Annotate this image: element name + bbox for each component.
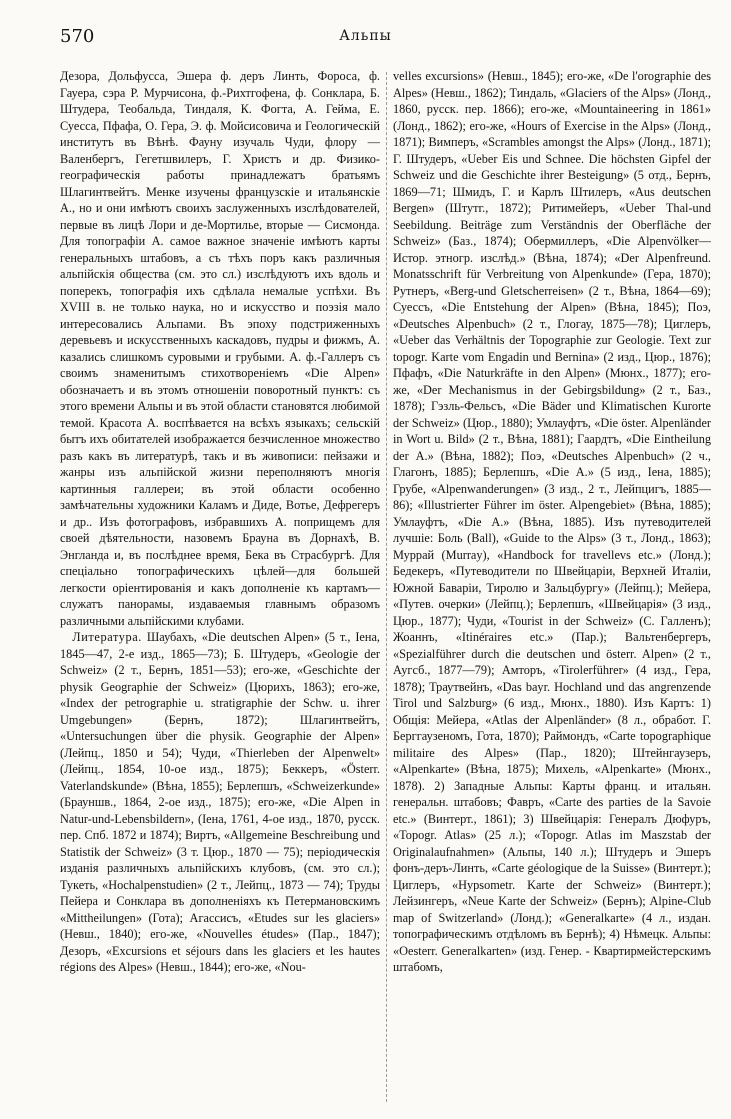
column-divider	[386, 72, 387, 1102]
literature-heading: Литература.	[72, 630, 142, 644]
page-number: 570	[60, 26, 95, 47]
running-head: Альпы	[339, 28, 392, 44]
right-column	[393, 68, 711, 1104]
body-paragraph: Дезора, Дольфусса, Эшера ф. деръ Линть, Фороса, ф. Гауера, сэра Р. Мурчисона, ф.-Рихтгофена, ф. Сонклара, Б. Штудера, Теобальда, Тиндаля, К. Фогта, А. Гейма, Е. Суесса, Пфафа, О. Гера, Э. ф. Мойсисовича и Геологическій институтъ въ Вѣнѣ. Фауну изучаль Чуди, флору — Валенбергъ, Гегетшвилеръ, Г. Христъ и др. Физико-географическія работы принадлежатъ братьямъ Шлагинтвейтъ. Менке изучены французскіе и итальянскіе А., но и они имѣютъ своихъ заслуженныхъ изслѣдователей, первые въ лицѣ Лори и де-Мортилье, вторые — Сисмонда. Для топографіи А. самое важное значеніе имѣютъ карты генеральныхъ штабовъ, а съ тѣхъ поръ какъ различныя альпійскія общества (см. это сл.) изслѣдуютъ ихъ вдоль и поперекъ, топографія ихъ сдѣлала немалые успѣхи. Въ XVIII в. не только наука, но и искусство и поэзія мало интересовались Альпами. Въ эпоху подстриженныхъ деревьевъ и искусственныхъ каскадовъ, пудры и фижмъ, А. казались слишкомъ суровыми и грубыми. А. ф.-Галлеръ съ своимъ знаменитымъ стихотвореніемъ «Die Alpen» обозначаетъ и въ этомъ отношеніи поворотный пунктъ: съ этого времени Альпы и въ этой области становятся любимой темой. Красота А. воспѣвается на всѣхъ языкахъ; сельскій бытъ ихъ обитателей изображается безчисленное множество разъ какъ въ литературѣ, такъ и въ живописи: пейзажи и жанры изъ альпійской жизни переполняютъ многія картинныя галлереи; въ этой области особенно замѣчательны художники Каламъ и Диде, Вотье, Дефрегеръ и др.. Изъ фотографовъ, избравшихъ А. поприщемъ для своей дѣятельности, назовемъ Брауна въ Дорнахѣ, В. Энгланда и, въ послѣднее время, Бека въ Страсбургѣ. Для спеціально топографическихъ цѣлей—для большей легкости оріентированія и какъ дополненіе къ картамъ—служатъ панорамы, издаваемыя главнымъ образомъ различными альпійскими клубами.	[60, 69, 380, 628]
literature-text: Шаубахъ, «Die deutschen Alpen» (5 т., Іена, 1845—47, 2-е изд., 1865—73); Б. Штудеръ, «Geologie der Schweiz» (2 т., Бернъ, 1851—53); его-же, «Geschichte der physik Geographie der Schweiz» (Цюрихъ, 1863); его-же, «Index der petrographie u. stratigraphie der Schw. u. ihrer Umgebungen» (Бернъ, 1872); Шлагинтвейтъ, «Untersuchungen über die physik. Geographie der Alpen» (Лейпц., 1850 и 54); Чуди, «Thierleben der Alpenwelt» (Лейпц., 1854, 10-ое изд., 1875); Беккеръ, «Österr. Vaterlandskunde» (Вѣна, 1855); Берлепшъ, «Schweizerkunde» (Брауншв., 1864, 2-ое изд., 1875); его-же, «Die Alpen in Natur-und-Lebensbildern», (Іена, 1761, 4-ое изд., 1870, русск. пер. Спб. 1872 и 1874); Виртъ, «Allgemeine Beschreibung und Statistik der Schweiz» (3 т. Цюр., 1870 — 75); періодическія изданія различныхъ альпійскихъ клубовъ, (см. это сл.); Тукеть, «Hochalpenstudien» (2 т., Лейпц., 1873 — 74); Труды Пейера и Сонклара въ дополненіяхъ къ Петермановскимъ «Mittheilungen» (Гота); Агассисъ, «Etudes sur les glaciers» (Невш., 1840); его-же, «Nouvelles études» (Пар., 1847); Дезоръ, «Excursions et séjours dans les glaciers et les hautes régions des Alpes» (Невш., 1844); его-же, «Nou-	[60, 630, 380, 974]
literature-paragraph	[60, 629, 380, 976]
page-header	[60, 26, 671, 56]
bibliography-paragraph: velles excursions» (Невш., 1845); его-же, «De l'orographie des Alpes» (Невш., 1862); Тиндаль, «Glaciers of the Alps» (Лонд., 1860, русск. пер. 1866); его-же, «Mountaineering in 1861» (Лонд., 1862); его-же, «Hours of Exercise in the Alps» (Лонд., 1871); Вимперъ, «Scrambles amongst the Alps» (Лонд., 1871); Г. Штудеръ, «Ueber Eis und Schnee. Die höchsten Gipfel der Schweiz und die Geschichte ihrer Besteigung» (5 отд., Бернъ, 1869—71; Шмидъ, Г. и Карлъ Штилеръ, «Aus deutschen Bergen» (Штутг., 1872); Ритимейеръ, «Ueber Thal-und Seebildung. Beiträge zum Verständnis der Oberfläche der Schweiz» (Баз., 1874); Обермиллеръ, «Die Alpenvölker—Истор. этногр. изслѣд.» (Вѣна, 1874); «Der Alpenfreund. Monatsschrift für Verbreitung von Alpenkunde» (Гера, 1870); Рутнеръ, «Berg-und Gletscherreisen» (2 т., Вѣна, 1864—69); Суессъ, «Die Entstehung der Alpen» (Вѣна, 1845); Поэ, «Deutsches Alpenbuch» (2 т., Глогау, 1875—78); Циглеръ, «Ueber das Verhältnis der Topographie zur Geologie. Text zur topogr. Karte vom Engadin und Bernina» (2 изд., Цюр., 1876); Пфафъ, «Die Naturkräfte in den Alpen» (Мюнх., 1877); его-же, «Der Mechanismus in der Gebirgsbildung» (2 т., Баз., 1878); Гэзль-Фельсъ, «Die Bäder und Klimatischen Kurorte der Schweiz» (Цюр., 1880); Умлауфтъ, «Die öster. Alpenländer in Wort u. Bild» (2 т., Вѣна, 1881); Гаардтъ, «Die Eintheilung der А.» (Вѣна, 1882); Поэ, «Deutsches Alpenbuch» (2 ч., Глагонъ, 1885); Берлепшъ, «Die А.» (5 изд., Іена, 1885); Грубе, «Alpenwanderungen» (3 изд., 2 т., Лейпцигъ, 1885—86); «Illustrierter Führer im öster. Alpengebiet» (Вѣна, 1885); Умлауфтъ, «Die А.» (Вѣна, 1885). Изъ путеводителей лучшіе: Боль (Ball), «Guide to the Alps» (3 т., Лонд., 1863); Муррай (Murray), «Handbock for travellevs etc.» (Лонд.); Бедекеръ, «Путеводители по Швейцаріи, Верхней Италіи, Южной Баваріи, Тиролю и Зальцбургу» (Лейпц.); Мейера, «Путев. очерки» (Лейпц.); Берлепшъ, «Швейцарія» (3 изд., Цюр., 1877); Чуди, «Tourist in der Schweiz» (С. Галленъ); Жоаннъ, «Itinéraires etc.» (Пар.); Вальтенбергеръ, «Spezialführer durch die deutschen und österr. Alpen» (2 т., Аугсб., 1877—79); Амторъ, «Tirolerführer» (4 изд., Гера, 1878); Траутвейнъ, «Das bayr. Hochland und das angrenzende Tirol und Salzburg» (6 изд., Мюнх., 1880). Изъ Картъ: 1) Общія: Мейера, «Atlas der Alpenländer» (8 л., обработ. Г. Берггаузеномъ, Гота, 1870); Раймондъ, «Carte topographique militaire des Alpes» (Пар., 1820); Штейнгаузеръ, «Alpenkarte» (Вѣна, 1875); Михель, «Alpenkarte» (Мюнх., 1878). 2) Западные Альпы: Карты франц. и итальян. генеральн. штабовъ; Фавръ, «Carte des parties de la Savoie etc.» (Винтерт., 1861); 3) Швейцарія: Генералъ Дюфуръ, «Topogr. Atlas» (25 л.); «Topogr. Atlas im Maszstab der Originalaufnahmen» (Альпы, 140 л.); Штудеръ и Эшеръ фонъ-деръ-Линть, «Carte géologique de la Suisse» (Винтерт.); Циглеръ, «Hypsometr. Karte der Schweiz» (Винтерт.); Лейзингеръ, «Neue Karte der Schweiz» (Бернъ); Alpine-Club map of Switzerland» (Лонд.); «Generalkarte» (4 л., издан. топографическимъ отдѣломъ въ Бернѣ); 4) Нѣмецк. Альпы: «Oesterr. Generalkarten» (изд. Генер. - Квартирмейстерскимъ штабомъ,	[393, 69, 711, 974]
left-column	[60, 68, 380, 1104]
